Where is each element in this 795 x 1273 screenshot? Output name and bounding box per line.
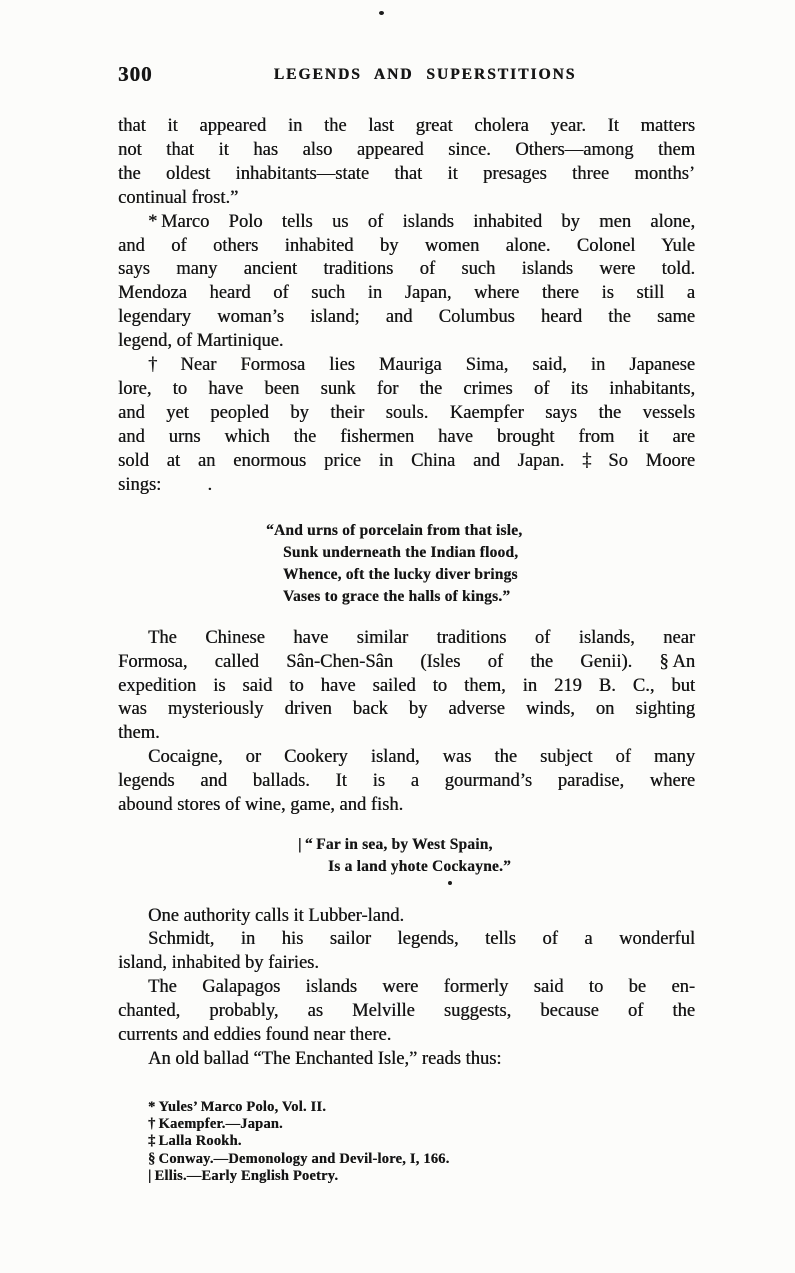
running-header-title: LEGENDS AND SUPERSTITIONS: [273, 66, 577, 83]
paragraph: [118, 627, 695, 747]
paragraph: [118, 1048, 695, 1072]
verse-block: [298, 834, 695, 879]
footnotes-section: [148, 1099, 449, 1185]
footnote-line: ‡ Lalla Rookh.: [148, 1133, 242, 1150]
text-line: says many ancient traditions of such islands were told.: [118, 259, 695, 280]
verse-block: [266, 520, 695, 609]
text-line: abound stores of wine, game, and fish.: [118, 795, 404, 816]
paragraph: [118, 211, 695, 354]
text-line: them.: [118, 723, 160, 744]
text-line: Mendoza heard of such in Japan, where there is still a: [118, 283, 695, 304]
paragraph: [118, 354, 695, 497]
text-line: chanted, probably, as Melville suggests, because of the: [118, 1001, 695, 1022]
paragraph: [118, 905, 695, 929]
text-line: was mysteriously driven back by adverse winds, on sighting: [118, 699, 695, 720]
verse-line: Vases to grace the halls of kings.”: [283, 588, 511, 606]
text-line: and yet peopled by their souls. Kaempfer says the vessels: [118, 402, 695, 423]
text-line: * Marco Polo tells us of islands inhabited by men alone,: [148, 211, 695, 232]
verse-line: Sunk underneath the Indian flood,: [283, 543, 519, 561]
text-line: sold at an enormous price in China and Japan. ‡ So Moore: [118, 450, 695, 471]
text-line: The Chinese have similar traditions of islands, near: [148, 627, 695, 648]
ink-dot-artifact: [379, 11, 384, 15]
verse-line: Is a land yhote Cockayne.”: [328, 858, 512, 876]
text-line: island, inhabited by fairies.: [118, 953, 319, 974]
text-line: currents and eddies found near there.: [118, 1025, 392, 1046]
paragraph: [118, 115, 695, 211]
text-line: legend, of Martinique.: [118, 331, 284, 352]
text-line: not that it has also appeared since. Others—among them: [118, 139, 695, 160]
footnote-line: * Yules’ Marco Polo, Vol. II.: [148, 1099, 327, 1115]
text-line: and of others inhabited by women alone. Colonel Yule: [118, 235, 695, 256]
paragraph: [118, 976, 695, 1048]
text-line: One authority calls it Lubber-land.: [148, 905, 404, 926]
text-line: Schmidt, in his sailor legends, tells of a wonderful: [148, 929, 695, 950]
footnote-line: | Ellis.—Early English Poetry.: [148, 1167, 339, 1184]
paragraph: [118, 928, 695, 976]
footnote-line: § Conway.—Demonology and Devil-lore, I, 166.: [148, 1150, 450, 1167]
text-line: that it appeared in the last great cholera year. It matters: [118, 116, 695, 136]
text-line: legends and ballads. It is a gourmand’s paradise, where: [118, 771, 695, 792]
text-line: and urns which the fishermen have brought from it are: [118, 426, 695, 447]
text-line: legendary woman’s island; and Columbus heard the same: [118, 307, 695, 328]
text-line: sings: .: [118, 474, 213, 495]
text-line: An old ballad “The Enchanted Isle,” reads thus:: [148, 1048, 502, 1069]
text-line: expedition is said to have sailed to them, in 219 B. C., but: [118, 675, 695, 696]
verse-line: “And urns of porcelain from that isle,: [266, 521, 523, 539]
text-line: continual frost.”: [118, 187, 239, 208]
paragraph: [118, 746, 695, 818]
text-line: Formosa, called Sân-Chen-Sân (Isles of the Genii). § An: [118, 651, 695, 672]
footnote-line: † Kaempfer.—Japan.: [148, 1116, 283, 1133]
text-line: lore, to have been sunk for the crimes of its inhabitants,: [118, 378, 695, 399]
text-column: [118, 115, 695, 1072]
text-line: The Galapagos islands were formerly said to be en-: [148, 977, 695, 998]
verse-line: | “ Far in sea, by West Spain,: [298, 835, 493, 853]
page-number: 300: [118, 62, 153, 86]
text-line: † Near Formosa lies Mauriga Sima, said, in Japanese: [148, 355, 695, 376]
text-line: Cocaigne, or Cookery island, was the subject of many: [148, 747, 695, 768]
text-line: the oldest inhabitants—state that it presages three months’: [118, 163, 695, 184]
verse-line: Whence, oft the lucky diver brings: [283, 566, 518, 584]
